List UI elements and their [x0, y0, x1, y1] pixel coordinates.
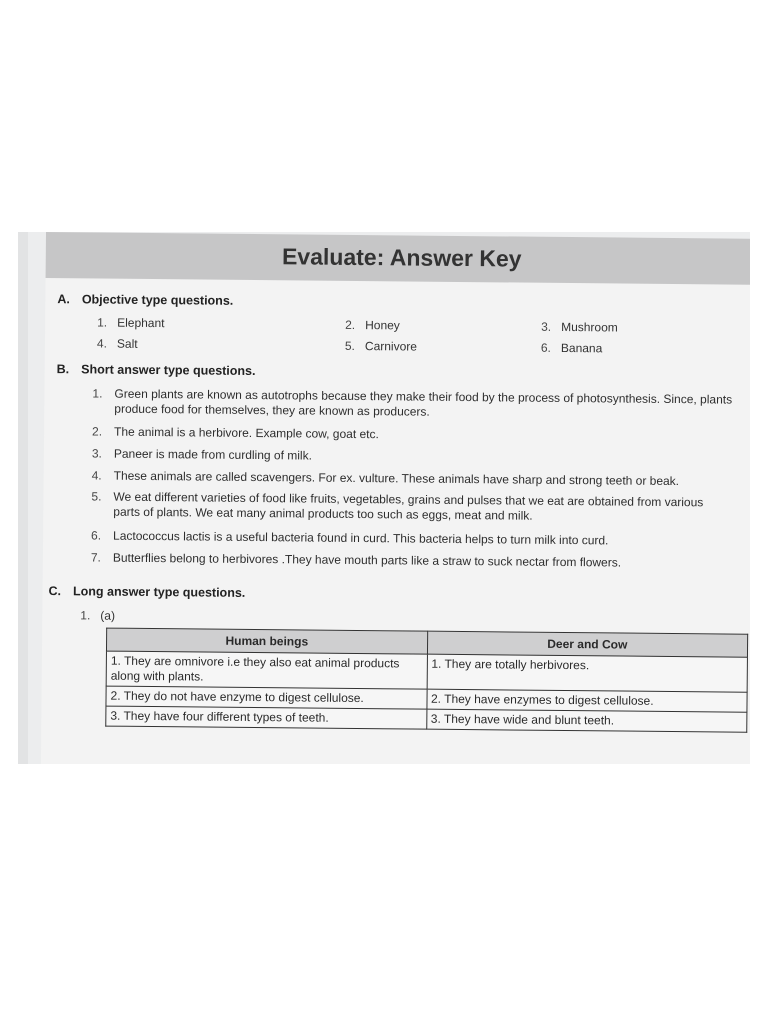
section-a-heading	[57, 292, 233, 308]
page-title: Evaluate: Answer Key	[281, 243, 522, 272]
long-answer-1-label: 1. (a)	[80, 608, 116, 623]
section-b-title: Short answer type questions.	[81, 362, 256, 379]
comparison-table	[105, 628, 748, 733]
short-answer-3: 3. Paneer is made from curdling of milk.	[91, 446, 313, 463]
section-c-label: C.	[48, 584, 62, 599]
short-answer-6: 6. Lactococcus lactis is a useful bacteria found in curd. This bacteria helps to turn milk into curd.	[91, 528, 609, 548]
objective-answer-5: 5. Carnivore	[344, 338, 418, 354]
objective-answer-1: 1. Elephant	[97, 315, 165, 331]
section-a-label: A.	[57, 292, 70, 307]
short-answer-7: 7. Butterflies belong to herbivores .They have mouth parts like a straw to suck nectar from flowers.	[90, 550, 622, 570]
photographed-page	[18, 232, 750, 764]
table-cell: 1. They are omnivore i.e they also eat animal products along with plants.	[106, 651, 427, 689]
table-cell: 1. They are totally herbivores.	[427, 654, 748, 692]
title-band	[46, 232, 750, 285]
short-answer-4: 4. These animals are called scavengers. For ex. vulture. These animals have sharp and strong teeth or beak.	[91, 468, 680, 489]
objective-answer-2: 2. Honey	[345, 317, 400, 333]
table-cell: 3. They have wide and blunt teeth.	[426, 709, 747, 732]
short-answer-5: 5. We eat different varieties of food like fruits, vegetables, grains and pulses that we eat are obtained from various parts of plants. We eat many animal products too such as eggs, meat and milk.	[91, 489, 704, 523]
section-b-label: B.	[56, 362, 70, 377]
table-cell: 2. They do not have enzyme to digest cellulose.	[106, 686, 427, 709]
section-c-heading	[48, 584, 245, 600]
table-cell: 2. They have enzymes to digest cellulose.	[426, 689, 747, 712]
section-b-heading	[57, 362, 256, 378]
table-cell: 3. They have four different types of teeth.	[106, 706, 427, 729]
left-page-edge	[18, 232, 28, 764]
table-header-human-beings: Human beings	[106, 628, 427, 654]
objective-answer-3: 3. Mushroom	[541, 319, 618, 335]
objective-answer-6: 6. Banana	[540, 340, 603, 356]
answer-key-page	[41, 232, 750, 764]
section-a-title: Objective type questions.	[81, 292, 234, 308]
short-answer-2: 2. The animal is a herbivore. Example cow, goat etc.	[92, 424, 379, 442]
table-header-deer-and-cow: Deer and Cow	[427, 631, 748, 657]
section-c-title: Long answer type questions.	[72, 584, 246, 600]
objective-answer-4: 4. Salt	[96, 336, 138, 351]
short-answer-1: 1. Green plants are known as autotrophs because they make their food by the process of photosynthesis. Since, plants produce food for themselves, they are known as producers.	[92, 386, 733, 419]
